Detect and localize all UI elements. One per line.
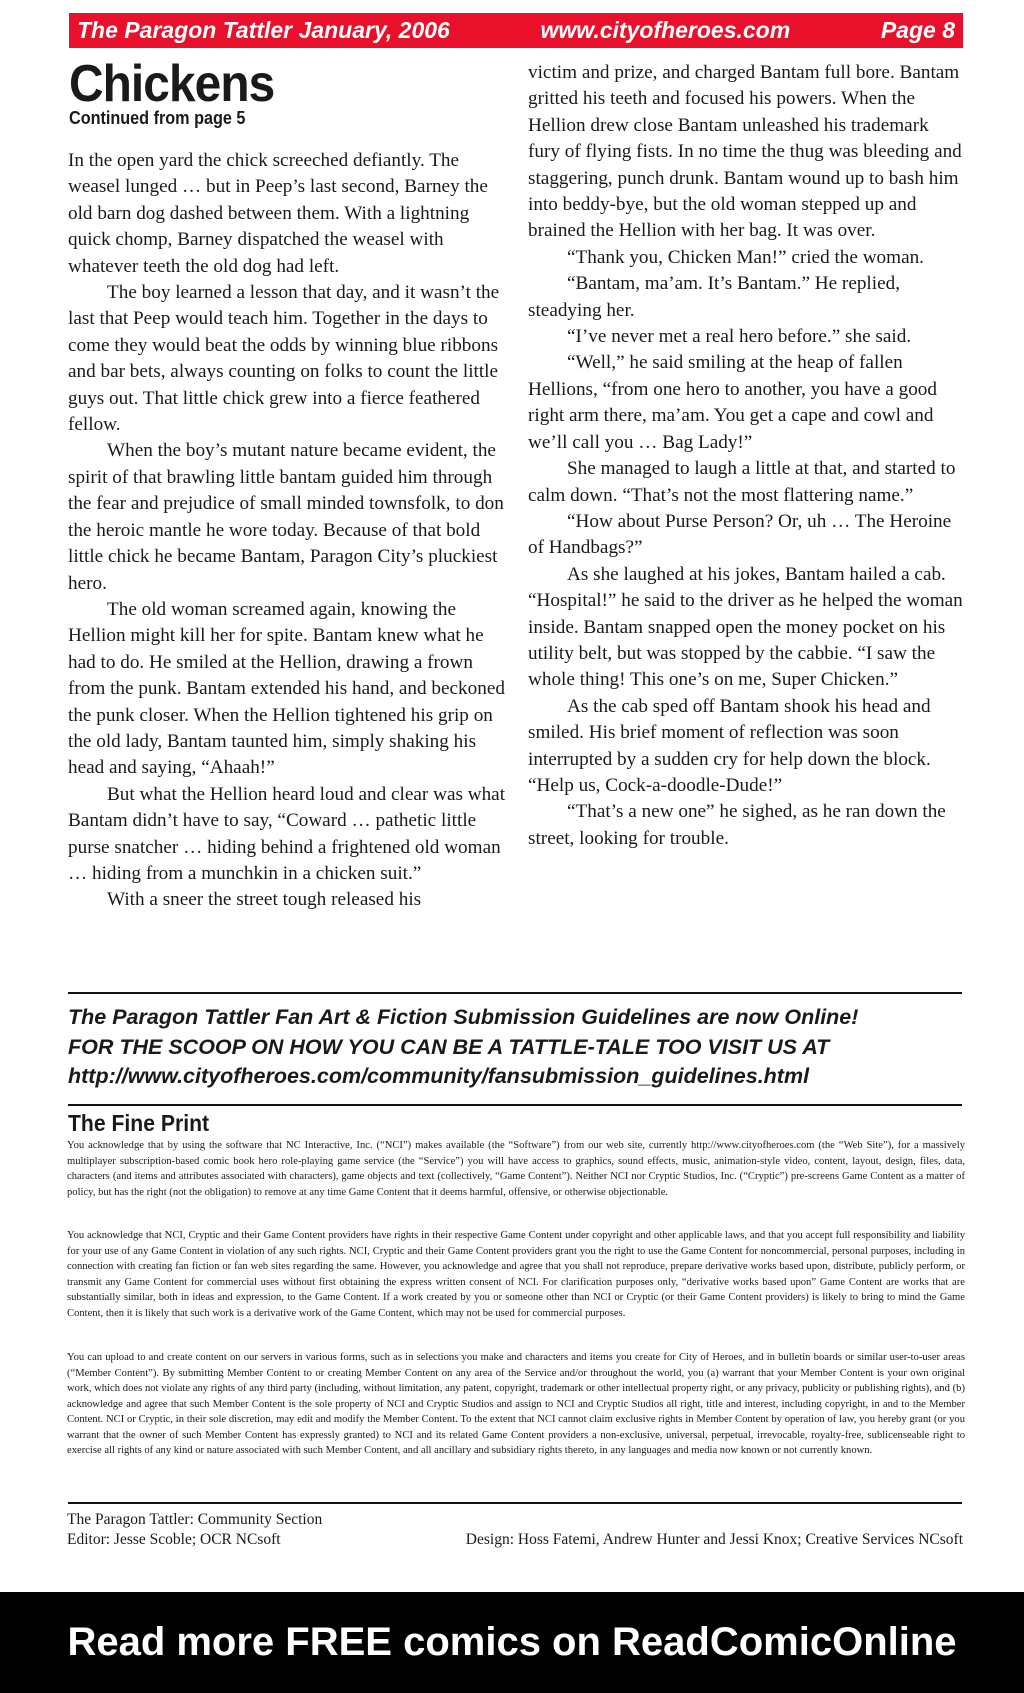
paragraph: “I’ve never met a real hero before.” she said. [567,326,912,348]
credits-left [67,1510,322,1550]
article-subtitle: Continued from page 5 [69,108,246,128]
article-title: Chickens [69,55,275,113]
fine-print-paragraph [67,1228,965,1321]
paragraph: “How about Purse Person? Or, uh … The Heroine of Handbags?” [528,510,952,559]
page-header [69,13,963,48]
paragraph: “Thank you, Chicken Man!” cried the woman. [567,246,924,268]
paragraph: “That’s a new one” he sighed, as he ran down the street, looking for trouble. [528,801,946,849]
promo-url[interactable]: http://www.cityofheroes.com/community/fansubmission_guidelines.html [68,1064,810,1088]
fine-print-title: The Fine Print [68,1110,210,1136]
divider [68,992,962,994]
page-number: Page 8 [880,17,955,43]
section-credit: The Paragon Tattler: Community Section [67,1511,323,1528]
fine-print-text: You acknowledge that by using the software that NC Interactive, Inc. (“NCI”) makes available (the “Software”) from our web site, currently http://www.cityofheroes.com (the “Web Site”), for a massively multiplayer subscription-based comic book hero role-playing game service (the “Service”) you will have access to graphics, sound effects, music, animation-style video, content, layout, design, files, data, characters (and items and attributes associated with characters), game objects and text (collectively, “Game Content”). Neither NCI nor Cryptic Studios, Inc. (“Cryptic”) pre-screens Game Content as a matter of policy, but has the right (not the obligation) to remove at any time Game Content that it deems harmful, offensive, or otherwise objectionable. [67,1140,965,1198]
submission-promo [68,1003,968,1092]
promo-line: The Paragon Tattler Fan Art & Fiction Submission Guidelines are now Online! [68,1005,859,1029]
paragraph: As she laughed at his jokes, Bantam hailed a cab. “Hospital!” he said to the driver as he helped the woman inside. Bantam snapped open the money pocket on his utility belt, but was stopped by the cabbie. “I saw the whole thing! This one’s on me, Super Chicken.” [528,563,963,691]
editor-credit: Editor: Jesse Scoble; OCR NCsoft [67,1531,281,1548]
banner-text: Read more FREE comics on ReadComicOnline [67,1620,957,1664]
header-website: www.cityofheroes.com [540,17,791,43]
fine-print-paragraph [67,1350,965,1459]
paragraph: The old woman screamed again, knowing the Hellion might kill her for spite. Bantam knew what he had to do. He smiled at the Hellion, drawing a frown from the punk. Bantam extended his hand, and beckoned the punk closer. When the Hellion tightened his grip on the old lady, Bantam taunted him, simply shaking his head and saying, “Ahaah!” [68,598,505,779]
fine-print-paragraph [67,1138,965,1200]
article-column-1 [68,148,508,914]
divider [68,1104,962,1106]
paragraph: In the open yard the chick screeched defiantly. The weasel lunged … but in Peep’s last second, Barney the old barn dog dashed between them. With a lightning quick chomp, Barney dispatched the weasel with whatever teeth the old dog had left. [68,150,488,277]
divider [68,1502,962,1504]
paragraph: “Well,” he said smiling at the heap of fallen Hellions, “from one hero to another, you have a good right arm there, ma’am. You get a cape and cowl and we’ll call you … Bag Lady!” [528,352,937,453]
publication-name: The Paragon Tattler January, 2006 [77,17,450,43]
fine-print-text: You can upload to and create content on our servers in various forms, such as in selections you make and characters and items you create for City of Heroes, and in bulletin boards or similar user-to-user areas (“Member Content”). By submitting Member Content to or creating Member Content on any area of the Service and/or throughout the world, you (a) warrant that your Member Content is your own original work, which does not violate any rights of any third party (including, without limitation, any patent, copyright, trademark or other intellectual property right, or any privacy, publicity or publishing rights), and (b) acknowledge and agree that such Member Content is the sole property of NCI and Cryptic Studios and assign to NCI and Cryptic Studios all right, title and interest, including copyright, in and to the Member Content. NCI or Cryptic, in their sole discretion, may edit and modify the Member Content. To the extent that NCI cannot claim exclusive rights in Member Content by operation of law, you hereby grant (or you warrant that the owner of such Member Content has expressly granted) to NCI and its related Game Content providers a non-exclusive, universal, perpetual, irrevocable, royalty-free, sublicenseable right to exercise all rights of any kind or nature associated with such Member Content, and all ancillary and subsidiary rights thereto, in any languages and media now known or not currently known. [67,1352,965,1456]
fine-print-text: You acknowledge that NCI, Cryptic and their Game Content providers have rights in their respective Game Content under copyright and other applicable laws, and that you accept full responsibility and liability for your use of any Game Content in violation of any such rights. NCI, Cryptic and their Game Content providers grant you the right to use the Game Content for noncommercial, personal purposes, including in connection with creating fan fiction or fan web sites regarding the same. However, you acknowledge and agree that you shall not reproduce, prepare derivative works based upon, distribute, publicly perform, or transmit any Game Content for commercial uses without first obtaining the express written consent of NCI. For clarification purposes only, “derivative works based upon” Game Content are works that are substantially similar, both in ideas and expression, to the Game Content. If a work created by you or someone other than NCI or Cryptic (or their Game Content providers) is likely to bring to mind the Game Content, then it is likely that such work is a derivative work of the Game Content, which may not be used for commercial purposes. [67,1230,965,1319]
promo-banner[interactable] [0,1592,1024,1693]
design-credit: Design: Hoss Fatemi, Andrew Hunter and Jessi Knox; Creative Services NCsoft [465,1531,963,1548]
paragraph: The boy learned a lesson that day, and it wasn’t the last that Peep would teach him. Together in the days to come they would beat the odds by winning blue ribbons and bar bets, always counting on folks to count the little guys out. That little chick grew into a fierce feathered fellow. [68,282,500,436]
paragraph: But what the Hellion heard loud and clear was what Bantam didn’t have to say, “Coward … pathetic little purse snatcher … hiding behind a frightened old woman … hiding from a munchkin in a chicken suit.” [68,783,506,884]
promo-line: FOR THE SCOOP ON HOW YOU CAN BE A TATTLE-TALE TOO VISIT US AT [68,1034,830,1059]
paragraph: When the boy’s mutant nature became evident, the spirit of that brawling little bantam guided him through the fear and prejudice of small minded townsfolk, to don the heroic mantle he wore today. Because of that bold little chick he became Bantam, Paragon City’s pluckiest hero. [68,440,504,594]
paragraph: “Bantam, ma’am. It’s Bantam.” He replied, steadying her. [528,273,900,321]
paragraph: As the cab sped off Bantam shook his head and smiled. His brief moment of reflection was soon interrupted by a sudden cry for help down the block. “Help us, Cock-a-doodle-Dude!” [528,695,931,796]
paragraph: victim and prize, and charged Bantam full bore. Bantam gritted his teeth and focused his powers. When the Hellion drew close Bantam unleashed his trademark fury of flying fists. In no time the thug was bleeding and staggering, punch drunk. Bantam wound up to bash him into beddy-bye, but the old woman stepped up and brained the Hellion with her bag. It was over. [528,62,962,242]
paragraph: With a sneer the street tough released his [107,889,422,911]
paragraph: She managed to laugh a little at that, and started to calm down. “That’s not the most flattering name.” [528,458,956,506]
article-column-2 [528,60,965,852]
